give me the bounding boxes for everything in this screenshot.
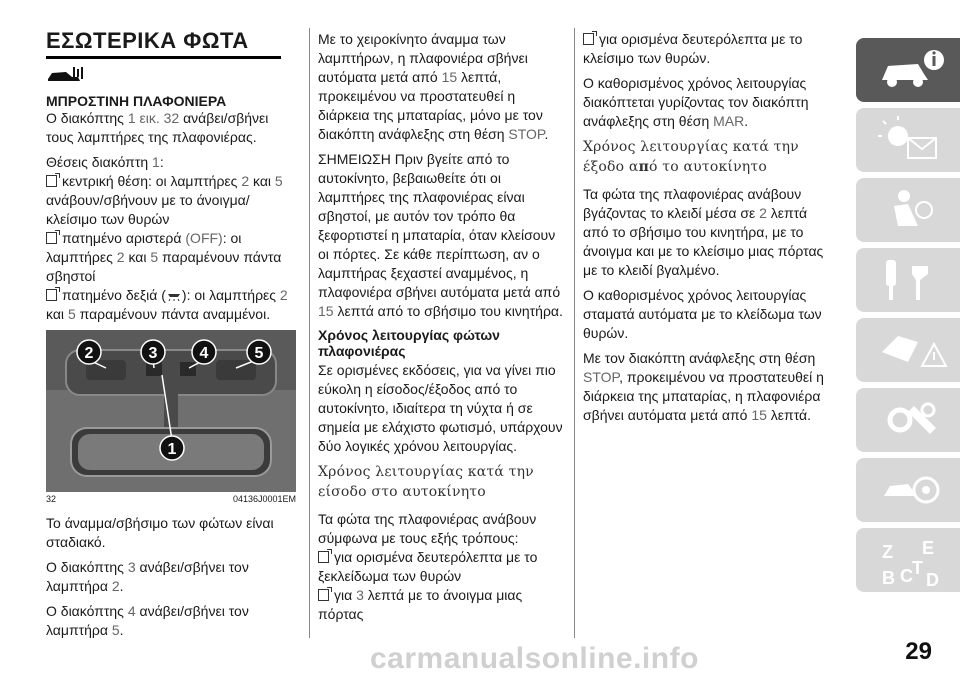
watermark: carmanualsonline.info <box>370 642 699 675</box>
svg-text:B: B <box>882 568 895 588</box>
column-2 <box>318 30 566 630</box>
close-bullet: για ορισμένα δευτερόλεπτα με το κλείσιμο των θυρών. <box>583 31 803 66</box>
bullet-icon <box>318 551 329 563</box>
svg-text:E: E <box>922 538 935 558</box>
chapter-tabs <box>848 38 960 598</box>
timing-paragraph: Σε ορισμένες εκδόσεις, για να γίνει πιο εύκολη η είσοδος/έξοδος από το αυτοκίνητο, ιδιαίτερα τη νύχτα ή σε σημεία με ελάχιστο φωτισμό, υπάρχουν δύο λογικές χρόνου λειτουργίας. <box>318 362 563 454</box>
dome-light-illustration <box>46 330 296 492</box>
switch-paragraph: Ο διακόπτης 1 εικ. 32 ανάβει/σβήνει τους λαμπτήρες της πλαφονιέρας. <box>46 110 269 145</box>
exit-paragraph: Τα φώτα της πλαφονιέρας ανάβουν βγάζοντας το κλειδί μέσα σε 2 λεπτά από το σβήσιμο του κινητήρα, με το άνοιγμα και με το κλείσιμο μιας πόρτας με το κλειδί βγαλμένο. <box>583 186 824 278</box>
entry-timing-heading: Χρόνος λειτουργίας κατά την είσοδο στο αυτοκίνητο <box>318 464 534 500</box>
tab-index[interactable] <box>856 528 960 592</box>
switch-3-paragraph: Ο διακόπτης 3 ανάβει/σβήνει τον λαμπτήρα 2. <box>46 559 249 594</box>
section-heading: ΕΣΩΤΕΡΙΚΑ ΦΩΤΑ <box>46 28 281 59</box>
callout-1: 1 <box>167 441 177 458</box>
figure-code: 04136J0001EM <box>232 494 296 504</box>
exit-timing-heading: Χρόνος λειτουργίας κατά την έξοδο από το αυτοκίνητο <box>583 139 799 175</box>
column-3 <box>583 30 828 431</box>
svg-text:Z: Z <box>882 542 893 562</box>
column-1 <box>46 28 296 646</box>
breakdown-icon <box>878 326 948 374</box>
tab-car-info[interactable] <box>856 38 960 102</box>
front-light-subheading: ΜΠΡΟΣΤΙΝΗ ΠΛΑΦΟΝΙΕΡΑ <box>46 93 227 109</box>
figure-number: 32 <box>46 494 57 504</box>
svg-text:C: C <box>900 566 913 586</box>
bullet-icon <box>46 289 57 301</box>
dome-light-figure <box>46 330 296 492</box>
bullet-icon <box>583 33 594 45</box>
column-divider <box>574 28 575 638</box>
airbag-icon <box>878 186 948 234</box>
tab-emergency[interactable] <box>856 318 960 382</box>
page-number: 29 <box>905 638 932 665</box>
callout-2: 2 <box>84 345 94 362</box>
svg-text:D: D <box>926 570 939 590</box>
bullet-icon <box>46 175 57 187</box>
bullet-icon <box>318 589 329 601</box>
version-icon-row <box>46 65 296 87</box>
stop-paragraph: Με τον διακόπτη ανάφλεξης στη θέση STOP, προκειμένου να προστατευθεί η διάρκεια της μπαταρίας, η πλαφονιέρα σβήνει αυτόματα μετά από 15 λεπτά. <box>583 350 824 423</box>
callout-3: 3 <box>148 345 158 362</box>
callout-5: 5 <box>254 345 264 362</box>
mar-paragraph: Ο καθορισμένος χρόνος λειτουργίας διακόπτεται γυρίζοντας τον διακόπτη ανάφλεξης στη θέση MAR. <box>583 75 809 129</box>
bullet-icon <box>46 232 57 244</box>
fade-paragraph: Το άναμμα/σβήσιμο των φώτων είναι σταδιακό. <box>46 515 274 550</box>
tab-maintenance[interactable] <box>856 388 960 452</box>
tab-safety[interactable] <box>856 178 960 242</box>
tab-lights-warnings[interactable] <box>856 108 960 172</box>
dome-light-icon <box>166 291 182 301</box>
tab-starting[interactable] <box>856 248 960 312</box>
maintenance-icon <box>878 396 948 444</box>
callout-4: 4 <box>199 345 209 362</box>
column-divider <box>309 28 310 638</box>
index-icon <box>878 536 948 590</box>
auto-off-paragraph: Με το χειροκίνητο άναμμα των λαμπτήρων, η πλαφονιέρα σβήνει αυτόματα μετά από 15 λεπτά, προκειμένου να προστατευθεί η διάρκεια της μπαταρίας, μόνο με τον διακόπτη ανάφλεξης στη θέση STOP. <box>318 31 549 142</box>
specs-icon <box>878 466 948 514</box>
positions-paragraph: Θέσεις διακόπτη 1: κεντρική θέση: οι λαμπτήρες 2 και 5 ανάβουν/σβήνουν με το άνοιγμα/κλείσιμο των θυρών πατημένο αριστερά (OFF): οι λαμπτήρες 2 και 5 παραμένουν πάντα σβηστοί πατημένο δεξιά ( ): οι λαμπτήρες 2 και 5 παραμένουν πάντα αναμμένοι. <box>46 154 288 322</box>
switch-4-paragraph: Ο διακόπτης 4 ανάβει/σβήνει τον λαμπτήρα 5. <box>46 603 249 638</box>
car-version-icon <box>46 65 86 85</box>
car-info-icon <box>878 46 948 94</box>
svg-text:T: T <box>912 558 923 578</box>
entry-paragraph: Τα φώτα της πλαφονιέρας ανάβουν σύμφωνα με τους εξής τρόπους: για ορισμένα δευτερόλεπτα με το ξεκλείδωμα των θυρών για 3 λεπτά με το άνοιγμα μιας πόρτας <box>318 511 538 622</box>
light-warning-icon <box>878 116 948 164</box>
timing-subheading: Χρόνος λειτουργίας φώτων πλαφονιέρας <box>318 327 500 359</box>
lock-paragraph: Ο καθορισμένος χρόνος λειτουργίας σταματά αυτόματα με το κλείδωμα των θυρών. <box>583 287 822 341</box>
note-paragraph: ΣΗΜΕΙΩΣΗ Πριν βγείτε από το αυτοκίνητο, βεβαιωθείτε ότι οι λαμπτήρες της πλαφονιέρας είναι σβηστοί, με αυτόν τον τρόπο θα ξεφορτιστεί η μπαταρία, όταν κλείσουν οι πόρτες. Σε κάθε περίπτωση, αν ο λαμπτήρας ξεχαστεί αναμμένος, η πλαφονιέρα σβήνει αυτόματα μετά από 15 λεπτά από το σβήσιμο του κινητήρα. <box>318 151 563 319</box>
tab-specs[interactable] <box>856 458 960 522</box>
figure-caption <box>46 494 296 504</box>
key-icon <box>878 256 948 304</box>
